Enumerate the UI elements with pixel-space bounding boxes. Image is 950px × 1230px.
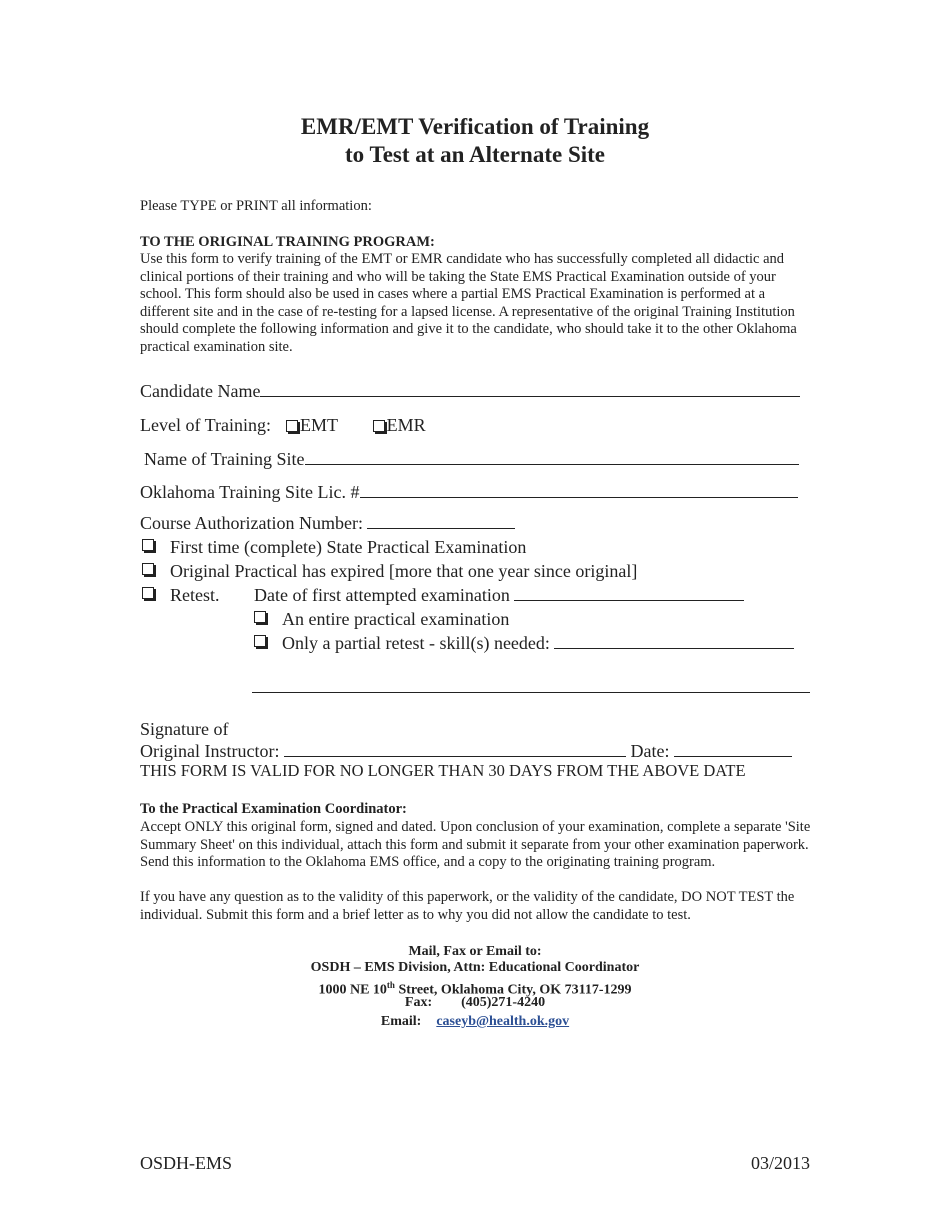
validity-notice: THIS FORM IS VALID FOR NO LONGER THAN 30 DAYS FROM THE ABOVE DATE bbox=[140, 761, 746, 780]
retest-checkbox[interactable] bbox=[142, 587, 154, 599]
site-license-row bbox=[140, 481, 798, 503]
expired-checkbox[interactable] bbox=[142, 563, 154, 575]
emr-label: EMR bbox=[386, 415, 426, 435]
candidate-name-label: Candidate Name bbox=[140, 381, 261, 401]
level-of-training-row bbox=[140, 414, 426, 436]
partial-retest-checkbox[interactable] bbox=[254, 635, 266, 647]
entire-exam-label: An entire practical examination bbox=[282, 609, 510, 629]
candidate-name-field[interactable] bbox=[260, 380, 800, 397]
training-site-label: Name of Training Site bbox=[144, 449, 305, 469]
emt-label: EMT bbox=[300, 415, 338, 435]
first-time-label: First time (complete) State Practical Examination bbox=[170, 537, 527, 557]
original-program-body: Use this form to verify training of the EMT or EMR candidate who has successfully completed all didactic and clinical portions of their training and who will be taking the State EMS Practical Examination outside of your school. This form should also be used in cases where a partial EMS Practical Examination is performed at a different site and in the case of re-testing for a lapsed license. A representative of the original Training Institution should complete the following information and give it to the candidate, who should take it to the other Oklahoma practical examination site. bbox=[140, 251, 797, 355]
expired-label: Original Practical has expired [more that one year since original] bbox=[170, 561, 638, 581]
emt-checkbox[interactable] bbox=[286, 420, 298, 432]
footer-right: 03/2013 bbox=[750, 1153, 810, 1173]
contact-fax bbox=[0, 994, 950, 1012]
contact-email bbox=[0, 1013, 950, 1031]
training-site-field[interactable] bbox=[305, 448, 799, 465]
address-suffix: Street, Oklahoma City, OK 73117-1299 bbox=[394, 982, 632, 998]
email-link[interactable]: caseyb@health.ok.gov bbox=[436, 1014, 570, 1029]
candidate-name-row bbox=[140, 380, 800, 402]
address-prefix: 1000 NE 10 bbox=[318, 982, 387, 998]
signature-label-line-1: Signature of bbox=[140, 719, 229, 739]
partial-retest-row bbox=[282, 632, 794, 654]
site-license-label: Oklahoma Training Site Lic. # bbox=[140, 482, 360, 502]
retest-date-label: Date of first attempted examination bbox=[254, 585, 510, 605]
course-auth-row bbox=[140, 512, 515, 534]
first-time-checkbox[interactable] bbox=[142, 539, 154, 551]
fax-number: (405)271-4240 bbox=[461, 995, 546, 1010]
course-auth-label: Course Authorization Number: bbox=[140, 513, 363, 533]
signature-label-line-2: Original Instructor: bbox=[140, 741, 280, 761]
date-label: Date: bbox=[630, 741, 670, 761]
instruction-text: Please TYPE or PRINT all information: bbox=[140, 198, 372, 214]
coordinator-heading: To the Practical Examination Coordinator: bbox=[140, 801, 407, 817]
date-field[interactable] bbox=[674, 740, 792, 757]
footer-left: OSDH-EMS bbox=[140, 1153, 233, 1173]
title-line-1: EMR/EMT Verification of Training bbox=[300, 114, 650, 139]
address-superscript: th bbox=[386, 980, 395, 990]
coordinator-body-2: If you have any question as to the validity of this paperwork, or the validity of the candidate, DO NOT TEST the individual. Submit this form and a brief letter as to why you did not allow the candidate to test. bbox=[140, 889, 795, 923]
retest-label: Retest. bbox=[170, 585, 220, 605]
fax-label: Fax: bbox=[404, 995, 433, 1010]
skills-needed-extra-line[interactable] bbox=[252, 676, 810, 693]
entire-exam-checkbox[interactable] bbox=[254, 611, 266, 623]
emr-checkbox[interactable] bbox=[373, 420, 385, 432]
contact-heading: Mail, Fax or Email to: bbox=[408, 944, 542, 959]
email-label: Email: bbox=[380, 1014, 422, 1029]
partial-retest-label: Only a partial retest - skill(s) needed: bbox=[282, 633, 550, 653]
training-site-row bbox=[144, 448, 799, 470]
title-line-2: to Test at an Alternate Site bbox=[344, 142, 605, 167]
skills-needed-field[interactable] bbox=[554, 632, 794, 649]
site-license-field[interactable] bbox=[360, 481, 798, 498]
course-auth-field[interactable] bbox=[367, 512, 515, 529]
level-of-training-label: Level of Training: bbox=[140, 415, 271, 435]
contact-division: OSDH – EMS Division, Attn: Educational Coordinator bbox=[310, 960, 640, 975]
signature-field[interactable] bbox=[284, 740, 626, 757]
retest-date-row bbox=[254, 584, 744, 606]
retest-date-field[interactable] bbox=[514, 584, 744, 601]
original-program-heading: TO THE ORIGINAL TRAINING PROGRAM: bbox=[140, 234, 435, 250]
coordinator-body-1: Accept ONLY this original form, signed and dated. Upon conclusion of your examination, complete a separate 'Site Summary Sheet' on this individual, attach this form and submit it separate from your other examination paperwork. Send this information to the Oklahoma EMS office, and a copy to the originating training program. bbox=[140, 819, 811, 871]
signature-row bbox=[140, 740, 792, 762]
